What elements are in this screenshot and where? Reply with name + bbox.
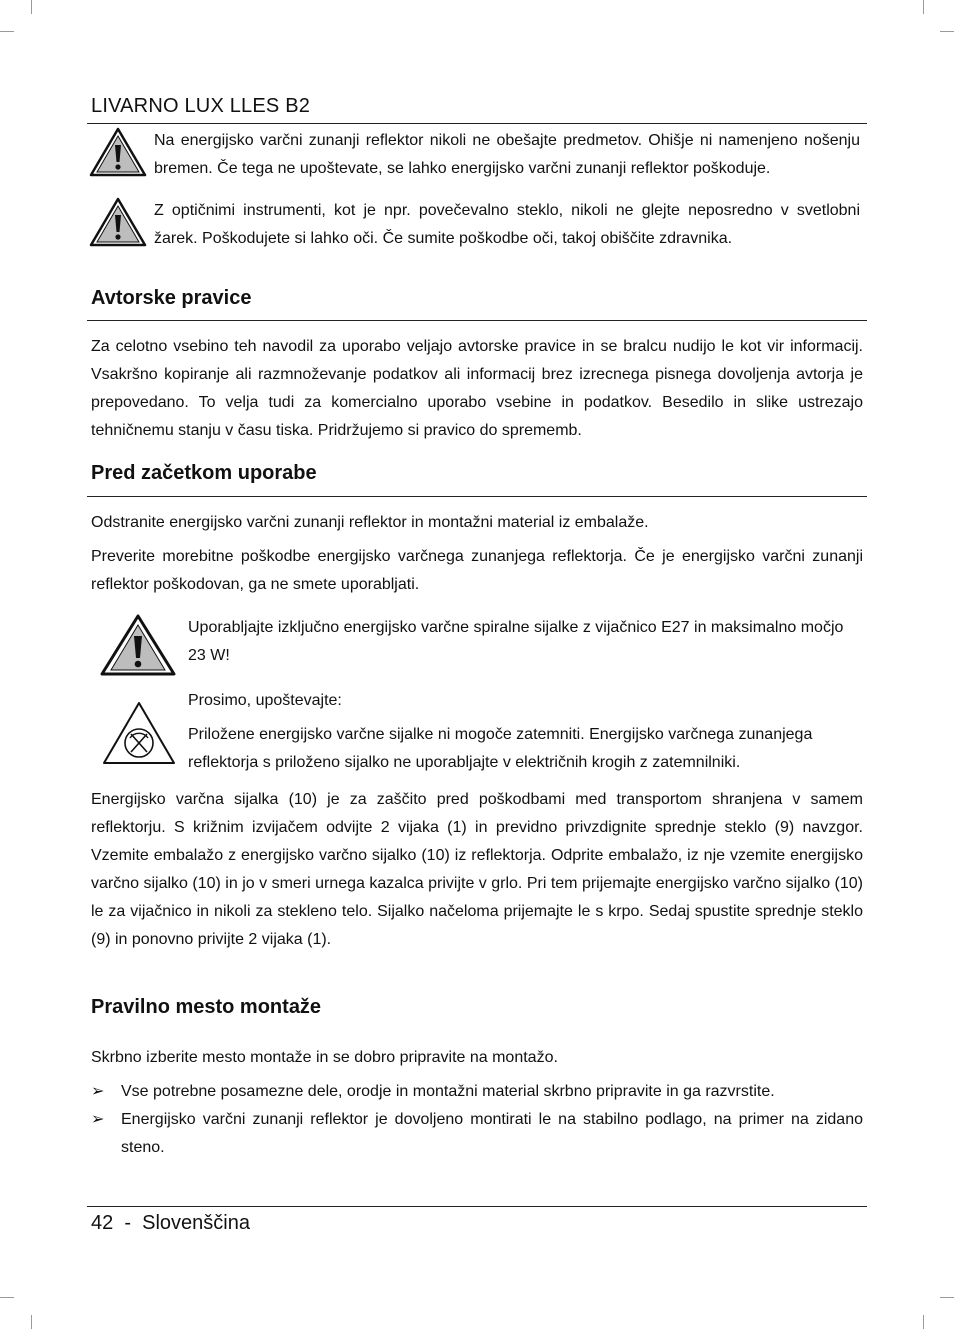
no-dimmer-icon <box>101 700 177 766</box>
crop-mark <box>923 0 924 14</box>
unpack-paragraph: Odstranite energijsko varčni zunanji reflektor in montažni material iz embalaže. <box>91 514 649 531</box>
note-label: Prosimo, upoštevajte: <box>188 692 342 709</box>
section-rule <box>87 320 867 321</box>
document-header-title: LIVARNO LUX LLES B2 <box>91 95 311 117</box>
header-rule <box>87 123 867 124</box>
crop-mark <box>0 31 14 32</box>
section-heading-mounting: Pravilno mesto montaže <box>91 996 322 1018</box>
section-heading-before-use: Pred začetkom uporabe <box>91 462 317 484</box>
warning-triangle-icon <box>89 127 147 177</box>
check-damage-paragraph: Preverite morebitne poškodbe energijsko varčnega zunanjega reflektorja. Če je energijsko varčni zunanji reflektor poškodovan, ga ne smete uporabljati. <box>91 548 863 593</box>
crop-mark <box>31 1315 32 1329</box>
bulb-warning-text: Uporabljajte izključno energijsko varčne spiralne sijalke z vijačnico E27 in maksimalno močjo 23 W! <box>188 619 844 664</box>
mounting-intro: Skrbno izberite mesto montaže in se dobro pripravite na montažo. <box>91 1049 558 1066</box>
page-footer: 42 - Slovenščina <box>91 1212 250 1234</box>
bulb-install-paragraph: Energijsko varčna sijalka (10) je za zaščito pred poškodbami med transportom shranjena v samem reflektorju. S križnim izvijačem odvijte 2 vijaka (1) in previdno privzdignite sprednje steklo (9) navzgor. Vzemite embalažo z energijsko varčno sijalko (10) iz reflektorja. Odprite embalažo, iz nje vzemite energijsko varčno sijalko (10) in jo v smeri urnega kazalca privijte v grlo. Pri tem prijemajte energijsko varčno sijalko (10) le za vijačnico in nikoli za stekleno telo. Sijalko načeloma prijemajte le s krpo. Sedaj spustite sprednje steklo (9) in ponovno privijte 2 vijaka (1). <box>91 791 863 948</box>
footer-rule <box>87 1206 867 1207</box>
copyright-paragraph: Za celotno vsebino teh navodil za uporabo veljajo avtorske pravice in se bralcu nudijo le kot vir informacij. Vsakršno kopiranje ali razmnoževanje podatkov ali informacij brez izrecnega pisnega dovoljenja avtorja je prepovedano. To velja tudi za komercialno uporabo vsebine in podatkov. Besedilo in slike ustrezajo tehničnemu stanju v času tiska. Pridržujemo si pravico do sprememb. <box>91 338 863 439</box>
crop-mark <box>31 0 32 14</box>
warning-triangle-icon <box>89 197 147 247</box>
bullet-arrow-icon: ➢ <box>91 1111 105 1128</box>
note-text: Priložene energijsko varčne sijalke ni mogoče zatemniti. Energijsko varčnega zunanjega reflektorja s priloženo sijalko ne uporabljajte v električnih krogih z zatemnilniki. <box>188 726 813 771</box>
warning-text-optics: Z optičnimi instrumenti, kot je npr. povečevalno steklo, nikoli ne glejte neposredno v svetlobni žarek. Poškodujete si lahko oči. Če sumite poškodbe oči, takoj obiščite zdravnika. <box>154 202 860 247</box>
bullet-arrow-icon: ➢ <box>91 1083 105 1100</box>
crop-mark <box>940 31 954 32</box>
bullet-text: Energijsko varčni zunanji reflektor je dovoljeno montirati le na stabilno podlago, na primer na zidano steno. <box>121 1111 863 1156</box>
bullet-text: Vse potrebne posamezne dele, orodje in montažni material skrbno pripravite in ga razvrstite. <box>121 1083 775 1100</box>
crop-mark <box>0 1297 14 1298</box>
crop-mark <box>940 1297 954 1298</box>
section-rule <box>87 496 867 497</box>
crop-mark <box>923 1315 924 1329</box>
section-heading-copyright: Avtorske pravice <box>91 287 252 309</box>
warning-text-load: Na energijsko varčni zunanji reflektor nikoli ne obešajte predmetov. Ohišje ni namenjeno nošenju bremen. Če tega ne upoštevate, se lahko energijsko varčni zunanji reflektor poškoduje. <box>154 132 860 177</box>
warning-triangle-icon <box>100 614 176 676</box>
